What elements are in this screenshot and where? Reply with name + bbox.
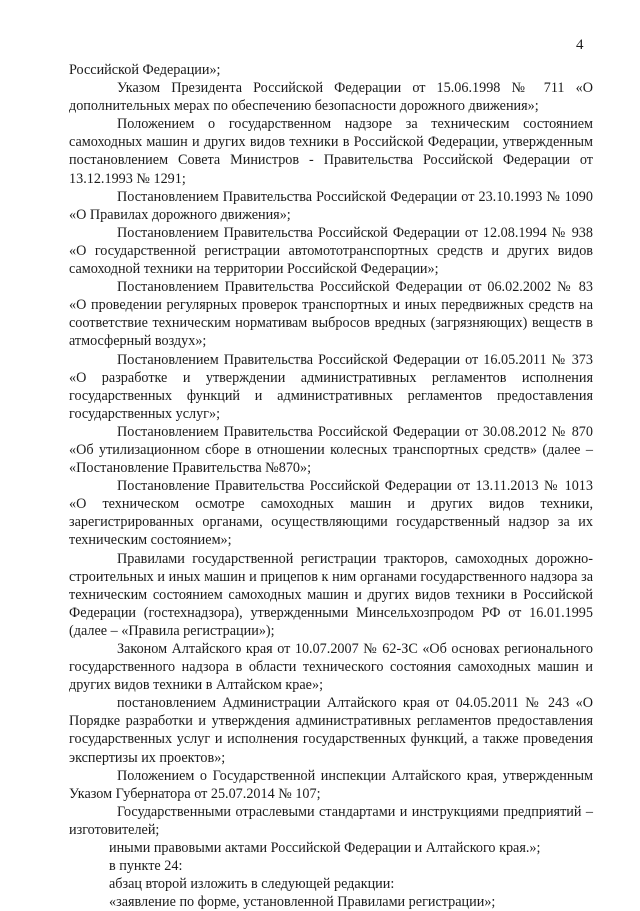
paragraph: Постановлением Правительства Российской Федерации от 30.08.2012 № 870 «Об утилизационном сборе в отношении колесных транспортных средств» (далее – «Постановление Правительства №870»;	[69, 423, 593, 477]
page-number: 4	[576, 37, 584, 53]
paragraph: Указом Президента Российской Федерации от 15.06.1998 № 711 «О дополнительных мерах по обеспечению безопасности дорожного движения»;	[69, 80, 593, 115]
paragraph: Правилами государственной регистрации тракторов, самоходных дорожно-строительных и иных машин и прицепов к ним органами государственного надзора за техническим состоянием самоходных машин и других видов техники в Российской Федерации (гостехнадзора), утвержденными Минсельхозпродом РФ от 16.01.1995 (далее – «Правила регистрации»);	[69, 550, 593, 639]
paragraph: Постановлением Правительства Российской Федерации от 16.05.2011 № 373 «О разработке и утверждении административных регламентов исполнения государственных функций и административных регламентов предоставления государственных услуг»;	[69, 351, 593, 422]
paragraph: иными правовыми актами Российской Федерации и Алтайского края.»;	[109, 840, 541, 857]
paragraph: Постановлением Правительства Российской Федерации от 06.02.2002 № 83 «О проведении регулярных проверок транспортных и иных передвижных средств на соответствие техническим нормативам выбросов вредных (загрязняющих) веществ в атмосферный воздух»;	[69, 279, 593, 350]
paragraph: Постановлением Правительства Российской Федерации от 12.08.1994 № 938 «О государственной регистрации автомототранспортных средств и других видов самоходной техники на территории Российской Федерации»;	[69, 224, 593, 278]
paragraph: Положением о Государственной инспекции Алтайского края, утвержденным Указом Губернатора от 25.07.2014 № 107;	[69, 767, 593, 802]
paragraph: постановлением Администрации Алтайского края от 04.05.2011 № 243 «О Порядке разработки и утверждения административных регламентов предоставления государственных услуг и исполнения государственных функций, а также проведения экспертизы их проектов»;	[69, 695, 593, 766]
document-body	[69, 61, 593, 911]
paragraph: «заявление по форме, установленной Правилами регистрации»;	[109, 894, 496, 911]
paragraph: в пункте 24:	[109, 858, 183, 875]
paragraph: Государственными отраслевыми стандартами и инструкциями предприятий – изготовителей;	[69, 803, 593, 838]
paragraph: Российской Федерации»;	[69, 62, 221, 78]
paragraph: Положением о государственном надзоре за техническим состоянием самоходных машин и других видов техники в Российской Федерации, утвержденным постановлением Совета Министров - Правительства Российской Федерации от 13.12.1993 № 1291;	[69, 116, 593, 187]
paragraph: Постановлением Правительства Российской Федерации от 23.10.1993 № 1090 «О Правилах дорожного движения»;	[69, 188, 593, 223]
paragraph: абзац второй изложить в следующей редакции:	[109, 876, 395, 893]
paragraph: Законом Алтайского края от 10.07.2007 № 62-ЗС «Об основах регионального государственного надзора в области технического состояния самоходных машин и других видов техники в Алтайском крае»;	[69, 641, 593, 694]
paragraph: Постановление Правительства Российской Федерации от 13.11.2013 № 1013 «О техническом осмотре самоходных машин и других видов техники, зарегистрированных органами, осуществляющими государственный надзор за их техническим состоянием»;	[69, 478, 593, 549]
